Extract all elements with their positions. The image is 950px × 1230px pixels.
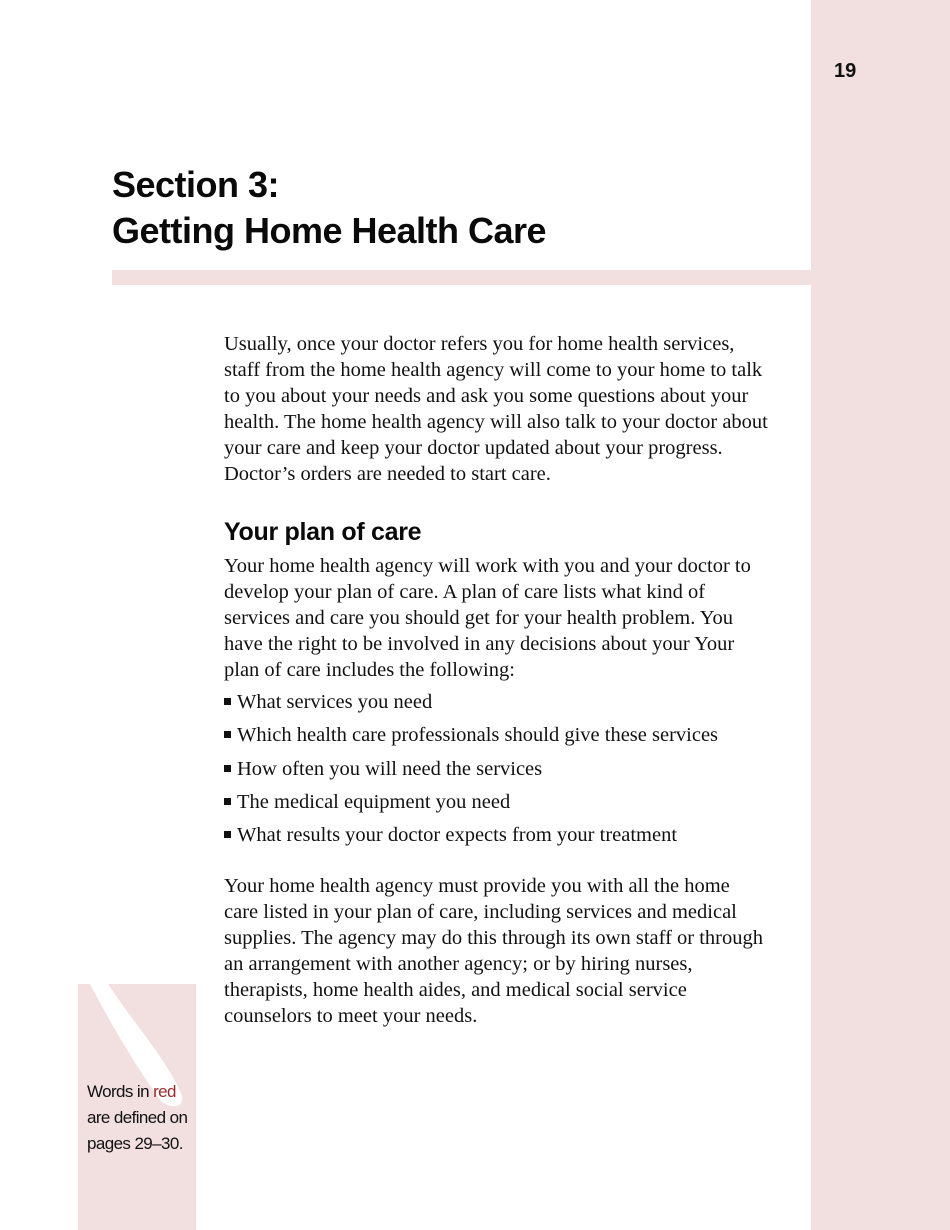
page-number: 19 (834, 60, 857, 82)
bullet-square-icon (224, 831, 231, 838)
title-underline-bar (112, 270, 812, 285)
plan-of-care-heading: Your plan of care (224, 518, 422, 546)
glossary-note-line1: Words in red (87, 1082, 176, 1101)
list-item: What services you need (224, 689, 769, 715)
closing-paragraph: Your home health agency must provide you with all the home care listed in your plan of care, including services and medical supplies. The agency may do this through its own staff or through an arrangement with another agency; or by hiring nurses, therapists, home health aides, and medical social service counselors to meet your needs. (224, 875, 764, 1028)
plan-of-care-paragraph: Your home health agency will work with you and your doctor to develop your plan of care. A plan of care lists what kind of services and care you should get for your health problem. You have the right to be involved in any decisions about your Your plan of care includes the following: (224, 555, 751, 681)
bullet-square-icon (224, 765, 231, 772)
glossary-note-line2: are defined on (87, 1108, 188, 1127)
red-word: red (153, 1082, 176, 1101)
glossary-note (87, 1079, 195, 1157)
glossary-note-box (78, 984, 196, 1230)
bullet-square-icon (224, 698, 231, 705)
main-content (224, 331, 769, 1029)
section-title-line1: Section 3: (112, 164, 280, 205)
glossary-note-line3: pages 29–30. (87, 1134, 183, 1153)
section-title (112, 162, 546, 254)
bullet-square-icon (224, 731, 231, 738)
bullet-square-icon (224, 798, 231, 805)
list-item: Which health care professionals should give these services (224, 722, 769, 748)
plan-of-care-list (224, 689, 769, 848)
list-item: How often you will need the services (224, 756, 769, 782)
list-item: The medical equipment you need (224, 789, 769, 815)
intro-paragraph: Usually, once your doctor refers you for home health services, staff from the home health agency will come to your home to talk to you about your needs and ask you some questions about your health. The home health agency will also talk to your doctor about your care and keep your doctor updated about your progress. Doctor’s orders are needed to start care. (224, 333, 768, 485)
section-title-line2: Getting Home Health Care (112, 210, 547, 251)
list-item: What results your doctor expects from your treatment (224, 822, 769, 848)
right-margin-band (811, 0, 950, 1230)
